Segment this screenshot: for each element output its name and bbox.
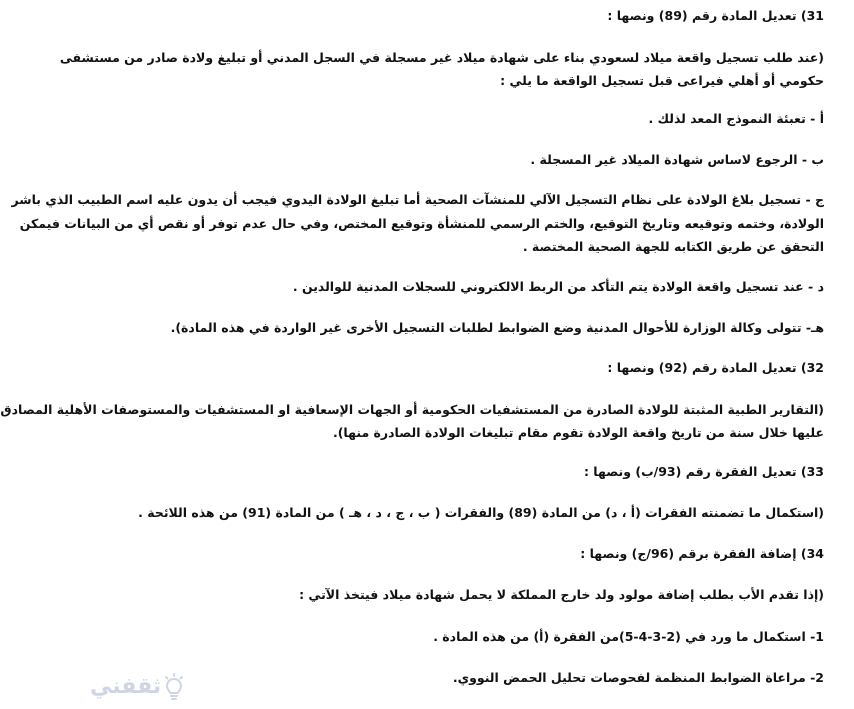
article-33-text: (استكمال ما تضمنته الفقرات (أ ، د) من المادة (89) والفقرات ( ب ، ج ، د ، هـ ) من المادة (91) من هذه اللائحة . <box>138 505 824 520</box>
paragraph-h: هـ- تتولى وكالة الوزارة للأحوال المدنية وضع الضوابط لطلبات التسجيل الأخرى غير الواردة في هذه المادة). <box>170 320 824 335</box>
article-31-text-line-2: حكومي أو أهلي فيراعى قبل تسجيل الواقعة ما يلي : <box>500 73 824 88</box>
lightbulb-icon <box>163 673 185 701</box>
article-32-text-line-1: (التقارير الطبية المثبتة للولادة الصادرة من المستشفيات الحكومية أو الجهات الإسعافية او المستشفيات والمستوصفات الأهلية المصادق <box>0 402 824 417</box>
article-34-text: (إذا تقدم الأب بطلب إضافة مولود ولد خارج المملكة لا يحمل شهادة ميلاد فيتخذ الآتي : <box>299 587 824 602</box>
paragraph-b: ب - الرجوع لاساس شهادة الميلاد غير المسجلة . <box>530 152 824 167</box>
item-1: 1- استكمال ما ورد في (2-3-4-5)من الفقرة (أ) من هذه المادة . <box>433 629 824 644</box>
article-34-heading: 34) إضافة الفقرة برقم (96/ج) ونصها : <box>580 546 824 561</box>
article-32-text-line-2: عليها خلال سنة من تاريخ واقعة الولادة تقوم مقام تبليغات الولادة الصادرة منها). <box>332 425 824 440</box>
article-31-heading: 31) تعديل المادة رقم (89) ونصها : <box>607 8 824 23</box>
item-2: 2- مراعاة الضوابط المنظمة لفحوصات تحليل الحمض النووي. <box>452 670 824 685</box>
paragraph-d: د - عند تسجيل واقعة الولادة يتم التأكد من الربط الالكتروني للسجلات المدنية للوالدين . <box>292 279 824 294</box>
paragraph-a: أ - تعبئة النموذج المعد لذلك . <box>648 111 824 126</box>
article-32-heading: 32) تعديل المادة رقم (92) ونصها : <box>607 360 824 375</box>
paragraph-c-line-3: التحقق عن طريق الكتابه للجهة الصحية المختصة . <box>522 239 824 254</box>
watermark-logo <box>90 673 185 701</box>
paragraph-c-line-2: الولادة، وختمه وتوقيعه وتاريخ التوقيع، والختم الرسمي للمنشأة وتوقيع المختص، وفي حال عدم توفر أو نقص أي من البيانات فيمكن <box>19 216 824 231</box>
article-33-heading: 33) تعديل الفقرة رقم (93/ب) ونصها : <box>583 464 824 479</box>
watermark-text: ثقفني <box>90 674 162 699</box>
article-31-text-line-1: (عند طلب تسجيل واقعة ميلاد لسعودي بناء على شهادة ميلاد غير مسجلة في السجل المدني أو تبليغ ولادة صادر من مستشفى <box>59 50 824 65</box>
paragraph-c-line-1: ج - تسجيل بلاغ الولادة على نظام التسجيل الآلي للمنشآت الصحية أما تبليغ الولادة اليدوي فيجب أن يدون عليه اسم الطبيب الذي باشر <box>11 192 824 207</box>
